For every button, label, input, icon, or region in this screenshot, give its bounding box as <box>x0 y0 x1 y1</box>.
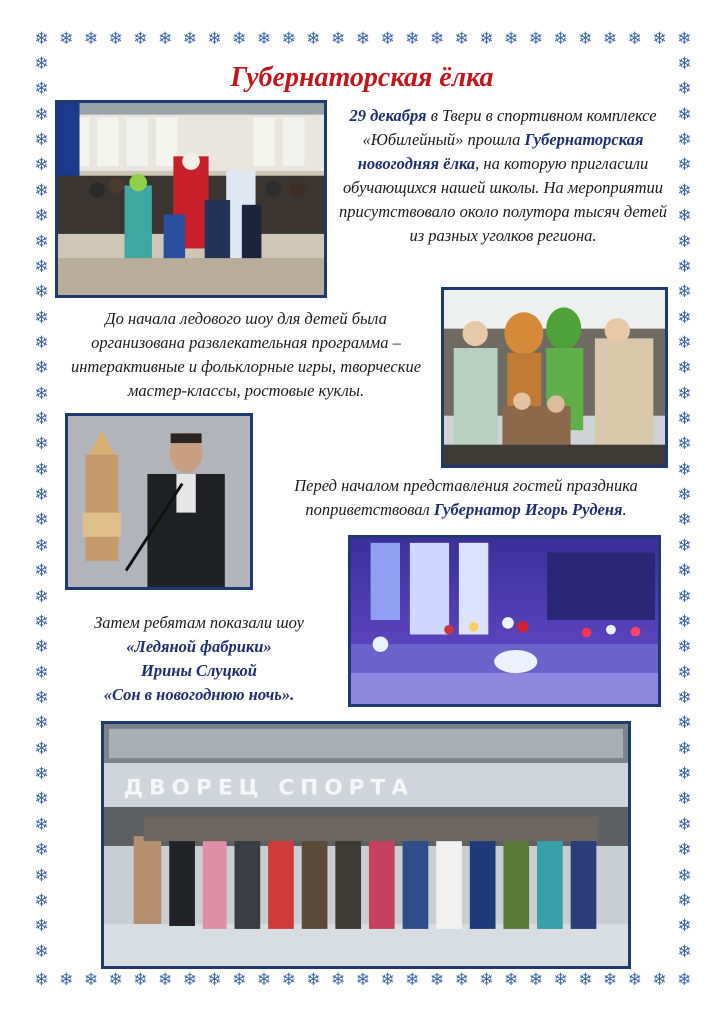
snowflake-icon: ❄ <box>281 970 296 990</box>
event-date: 29 декабря <box>349 106 427 125</box>
snowflake-icon: ❄ <box>677 970 692 990</box>
snowflake-icon: ❄ <box>34 434 49 455</box>
snowflake-icon: ❄ <box>34 510 49 531</box>
snowflake-icon: ❄ <box>677 561 692 582</box>
snowflake-icon: ❄ <box>454 970 469 990</box>
snowflake-icon: ❄ <box>677 180 692 201</box>
photo-ice-show <box>348 535 661 707</box>
snowflake-icon: ❄ <box>677 840 692 861</box>
snowflake-icon: ❄ <box>34 586 49 607</box>
snowflake-icon: ❄ <box>405 29 420 49</box>
snowflake-icon: ❄ <box>34 282 49 303</box>
snowflake-icon: ❄ <box>677 155 692 176</box>
snowflake-icon: ❄ <box>677 637 692 658</box>
snowflake-icon: ❄ <box>34 104 49 125</box>
snowflake-icon: ❄ <box>108 970 123 990</box>
snowflake-icon: ❄ <box>34 764 49 785</box>
snowflake-icon: ❄ <box>34 662 49 683</box>
snowflake-icon: ❄ <box>232 970 247 990</box>
snowflake-icon: ❄ <box>578 970 593 990</box>
photo-costumed-characters <box>441 287 668 468</box>
snowflake-icon: ❄ <box>34 485 49 506</box>
snowflake-icon: ❄ <box>677 29 692 49</box>
snowflake-icon: ❄ <box>34 29 49 49</box>
snowflake-border-top <box>33 31 693 48</box>
snowflake-icon: ❄ <box>108 29 123 49</box>
snowflake-icon: ❄ <box>34 789 49 810</box>
photo-governor-speech <box>65 413 253 590</box>
snowflake-icon: ❄ <box>504 29 519 49</box>
snowflake-icon: ❄ <box>677 256 692 277</box>
snowflake-icon: ❄ <box>677 611 692 632</box>
snowflake-icon: ❄ <box>34 358 49 379</box>
snowflake-icon: ❄ <box>479 29 494 49</box>
snowflake-icon: ❄ <box>677 662 692 683</box>
snowflake-icon: ❄ <box>677 916 692 937</box>
snowflake-icon: ❄ <box>34 307 49 328</box>
show-line-3: Ирины Слуцкой <box>141 661 257 680</box>
snowflake-icon: ❄ <box>429 29 445 49</box>
snowflake-icon: ❄ <box>34 180 49 201</box>
show-line-1: Затем ребятам показали шоу <box>94 613 304 632</box>
snowflake-icon: ❄ <box>677 814 692 835</box>
snowflake-icon: ❄ <box>34 383 49 404</box>
snowflake-icon: ❄ <box>34 256 49 277</box>
snowflake-icon: ❄ <box>652 29 667 49</box>
show-line-2: «Ледяной фабрики» <box>126 637 272 656</box>
snowflake-icon: ❄ <box>553 970 568 990</box>
snowflake-icon: ❄ <box>677 865 692 886</box>
snowflake-icon: ❄ <box>34 535 49 556</box>
snowflake-icon: ❄ <box>479 970 494 990</box>
snowflake-icon: ❄ <box>553 29 568 49</box>
snowflake-icon: ❄ <box>157 29 173 49</box>
snowflake-icon: ❄ <box>504 970 519 990</box>
snowflake-icon: ❄ <box>34 130 49 151</box>
snowflake-icon: ❄ <box>602 970 618 990</box>
snowflake-border-bottom <box>33 972 693 989</box>
snowflake-icon: ❄ <box>380 970 395 990</box>
paragraph-greeting: Перед началом представления гостей праздника поприветствовал Губернатор Игорь Руденя. <box>294 476 638 519</box>
snowflake-icon: ❄ <box>677 738 692 759</box>
snowflake-icon: ❄ <box>34 713 49 734</box>
snowflake-icon: ❄ <box>627 29 642 49</box>
snowflake-icon: ❄ <box>627 970 642 990</box>
snowflake-icon: ❄ <box>677 713 692 734</box>
snowflake-icon: ❄ <box>34 941 49 962</box>
snowflake-icon: ❄ <box>677 383 692 404</box>
snowflake-icon: ❄ <box>380 29 395 49</box>
snowflake-icon: ❄ <box>677 485 692 506</box>
paragraph-intro: 29 декабря в Твери в спортивном комплексе «Юбилейный» прошла Губернаторская новогодняя ёлка, на которую пригласили обучающихся нашей школы. На мероприятии присутствовало около полутора тысяч детей из разных уголков региона. <box>338 106 668 245</box>
snowflake-icon: ❄ <box>405 970 420 990</box>
sports-palace-sign: ДВОРЕЦ СПОРТА <box>123 775 415 801</box>
snowflake-icon: ❄ <box>34 206 49 227</box>
snowflake-icon: ❄ <box>34 54 49 74</box>
snowflake-icon: ❄ <box>677 206 692 227</box>
snowflake-icon: ❄ <box>677 789 692 810</box>
snowflake-icon: ❄ <box>34 814 49 835</box>
snowflake-icon: ❄ <box>602 29 618 49</box>
snowflake-icon: ❄ <box>652 970 667 990</box>
snowflake-icon: ❄ <box>528 29 543 49</box>
snowflake-icon: ❄ <box>677 231 692 252</box>
snowflake-icon: ❄ <box>677 941 692 962</box>
snowflake-icon: ❄ <box>677 79 692 100</box>
snowflake-icon: ❄ <box>355 29 370 49</box>
snowflake-icon: ❄ <box>83 29 99 49</box>
snowflake-icon: ❄ <box>232 29 247 49</box>
snowflake-icon: ❄ <box>454 29 469 49</box>
snowflake-icon: ❄ <box>256 29 272 49</box>
snowflake-icon: ❄ <box>34 332 49 353</box>
snowflake-icon: ❄ <box>59 970 74 990</box>
snowflake-icon: ❄ <box>182 970 197 990</box>
snowflake-icon: ❄ <box>677 764 692 785</box>
snowflake-icon: ❄ <box>34 459 49 480</box>
snowflake-icon: ❄ <box>677 332 692 353</box>
governor-name: Губернатор Игорь Руденя <box>433 500 623 519</box>
snowflake-icon: ❄ <box>429 970 445 990</box>
snowflake-icon: ❄ <box>207 29 222 49</box>
snowflake-icon: ❄ <box>34 79 49 100</box>
snowflake-icon: ❄ <box>207 970 222 990</box>
snowflake-icon: ❄ <box>677 459 692 480</box>
snowflake-icon: ❄ <box>528 970 543 990</box>
snowflake-icon: ❄ <box>34 865 49 886</box>
snowflake-icon: ❄ <box>34 738 49 759</box>
snowflake-icon: ❄ <box>34 890 49 911</box>
paragraph-show <box>58 611 340 707</box>
photo-hall-celebration <box>55 100 327 298</box>
snowflake-icon: ❄ <box>34 155 49 176</box>
snowflake-icon: ❄ <box>133 29 148 49</box>
snowflake-icon: ❄ <box>331 29 346 49</box>
show-line-4: «Сон в новогоднюю ночь». <box>103 685 295 704</box>
snowflake-icon: ❄ <box>677 409 692 430</box>
snowflake-icon: ❄ <box>677 282 692 303</box>
snowflake-icon: ❄ <box>34 840 49 861</box>
snowflake-icon: ❄ <box>677 358 692 379</box>
snowflake-border-left <box>33 56 50 961</box>
snowflake-icon: ❄ <box>34 409 49 430</box>
snowflake-icon: ❄ <box>677 307 692 328</box>
snowflake-icon: ❄ <box>355 970 370 990</box>
snowflake-icon: ❄ <box>677 535 692 556</box>
snowflake-border-right <box>676 56 693 961</box>
snowflake-icon: ❄ <box>34 231 49 252</box>
snowflake-icon: ❄ <box>157 970 173 990</box>
event-name: Губернаторская новогодняя ёлка <box>357 130 644 173</box>
snowflake-icon: ❄ <box>677 130 692 151</box>
snowflake-icon: ❄ <box>34 611 49 632</box>
snowflake-icon: ❄ <box>34 916 49 937</box>
snowflake-icon: ❄ <box>578 29 593 49</box>
snowflake-icon: ❄ <box>34 637 49 658</box>
snowflake-icon: ❄ <box>677 434 692 455</box>
page-title: Губернаторская ёлка <box>230 62 494 93</box>
snowflake-icon: ❄ <box>34 687 49 708</box>
snowflake-icon: ❄ <box>256 970 272 990</box>
snowflake-icon: ❄ <box>34 970 49 990</box>
photo-group-sports-palace <box>101 721 631 969</box>
snowflake-icon: ❄ <box>331 970 346 990</box>
snowflake-icon: ❄ <box>677 104 692 125</box>
snowflake-icon: ❄ <box>133 970 148 990</box>
snowflake-icon: ❄ <box>306 29 321 49</box>
snowflake-icon: ❄ <box>34 561 49 582</box>
snowflake-icon: ❄ <box>677 510 692 531</box>
snowflake-icon: ❄ <box>677 687 692 708</box>
snowflake-icon: ❄ <box>281 29 296 49</box>
snowflake-icon: ❄ <box>182 29 197 49</box>
snowflake-icon: ❄ <box>59 29 74 49</box>
snowflake-icon: ❄ <box>677 890 692 911</box>
snowflake-icon: ❄ <box>306 970 321 990</box>
snowflake-icon: ❄ <box>83 970 99 990</box>
snowflake-icon: ❄ <box>677 586 692 607</box>
paragraph-program: До начала ледового шоу для детей была организована развлекательная программа – интерактивные и фольклорные игры, творческие мастер-классы, ростовые куклы. <box>70 309 422 400</box>
snowflake-icon: ❄ <box>677 54 692 74</box>
